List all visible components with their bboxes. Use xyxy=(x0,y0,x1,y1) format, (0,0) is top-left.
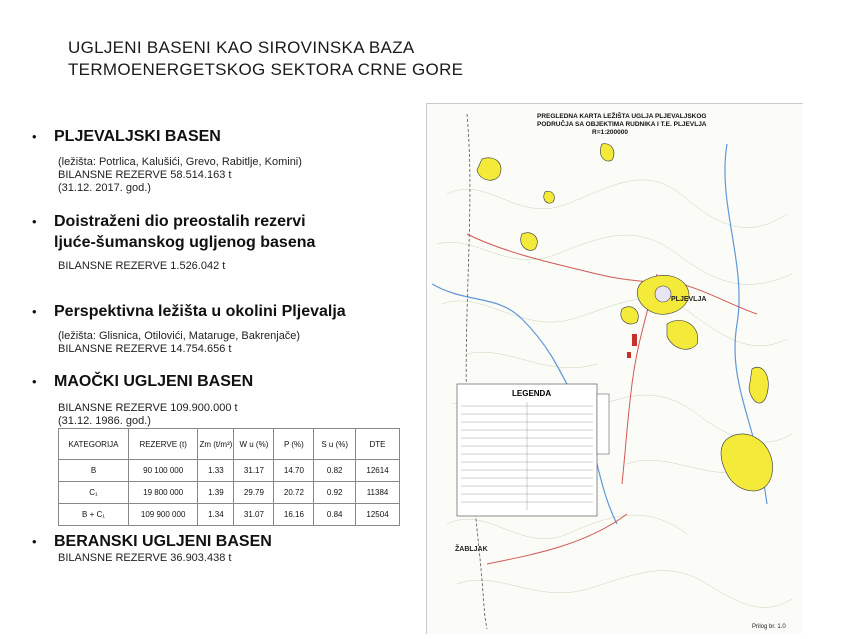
section-heading: Perspektivna ležišta u okolini Pljevalja xyxy=(54,303,346,320)
detail-line: (ležišta: Glisnica, Otilovići, Mataruge, Bakrenjače) xyxy=(58,330,301,342)
table-cell: B xyxy=(59,460,129,482)
legend-title: LEGENDA xyxy=(512,389,552,398)
table-cell: 16.16 xyxy=(274,504,314,526)
map-title-line: PODRUČJA SA OBJEKTIMA RUDNIKA I T.E. PLJEVLJA xyxy=(537,121,707,128)
town-label: ŽABLJAK xyxy=(455,546,488,553)
detail-line: BILANSNE REZERVE 14.754.656 t xyxy=(58,343,232,355)
section-ljuce-sumanski-details xyxy=(58,260,225,273)
section-beranski-details xyxy=(58,552,231,565)
detail-line: BILANSNE REZERVE 109.900.000 t xyxy=(58,402,238,414)
table-header-row xyxy=(59,429,400,460)
map-title-line: PREGLEDNA KARTA LEŽIŠTA UGLJA PLJEVALJSKOG xyxy=(537,113,707,120)
table-cell: 20.72 xyxy=(274,482,314,504)
section-ljuce-sumanski xyxy=(32,211,315,253)
table-row xyxy=(59,504,400,526)
table-cell: 12504 xyxy=(356,504,400,526)
table-header-cell: Zm (t/m³) xyxy=(198,429,234,460)
table-header-cell: S u (%) xyxy=(314,429,356,460)
section-maocki-details xyxy=(58,402,238,428)
bullet-icon: • xyxy=(32,374,37,389)
table-cell: 109 900 000 xyxy=(128,504,197,526)
table-cell: 14.70 xyxy=(274,460,314,482)
detail-line: (31.12. 1986. god.) xyxy=(58,415,151,427)
detail-line: (ležišta: Potrlica, Kalušići, Grevo, Rabitlje, Komini) xyxy=(58,156,302,168)
title-line-2: TERMOENERGETSKOG SEKTORA CRNE GORE xyxy=(68,60,464,79)
table-row xyxy=(59,482,400,504)
bullet-icon: • xyxy=(32,304,37,319)
detail-line: BILANSNE REZERVE 58.514.163 t xyxy=(58,169,232,181)
section-maocki xyxy=(32,373,253,391)
table-row xyxy=(59,460,400,482)
city-marker xyxy=(655,286,671,302)
table-header-cell: REZERVE (t) xyxy=(128,429,197,460)
maocki-reserves-table xyxy=(58,428,400,526)
section-heading: Doistraženi dio preostalih rezervi xyxy=(54,213,306,230)
sheet-label: Prilog br. 1.0 xyxy=(752,624,786,630)
table-cell: 1.33 xyxy=(198,460,234,482)
table-header-cell: DTE xyxy=(356,429,400,460)
section-pljevaljski xyxy=(32,128,221,146)
table-cell: 19 800 000 xyxy=(128,482,197,504)
table-cell: 31.07 xyxy=(234,504,274,526)
bullet-icon: • xyxy=(32,214,37,229)
detail-line: BILANSNE REZERVE 1.526.042 t xyxy=(58,260,226,272)
table-header-cell: KATEGORIJA xyxy=(59,429,129,460)
map-legend xyxy=(457,384,609,516)
table-cell: 29.79 xyxy=(234,482,274,504)
section-heading: BERANSKI UGLJENI BASEN xyxy=(54,533,272,550)
section-perspektivna xyxy=(32,303,346,321)
table-cell: 0.82 xyxy=(314,460,356,482)
table-header-cell: P (%) xyxy=(274,429,314,460)
detail-line: BILANSNE REZERVE 36.903.438 t xyxy=(58,552,232,564)
title-line-1: UGLJENI BASENI KAO SIROVINSKA BAZA xyxy=(68,38,415,57)
table-header-cell: W u (%) xyxy=(234,429,274,460)
deposit-map xyxy=(426,103,803,634)
section-heading-cont: ljuće-šumanskog ugljenog basena xyxy=(54,234,316,251)
section-heading: MAOČKI UGLJENI BASEN xyxy=(54,373,254,390)
table-cell: 1.34 xyxy=(198,504,234,526)
table-cell: 11384 xyxy=(356,482,400,504)
map-title-line: R=1:200000 xyxy=(592,129,628,136)
table-cell: 90 100 000 xyxy=(128,460,197,482)
table-cell: 12614 xyxy=(356,460,400,482)
map-graphic xyxy=(427,104,803,634)
city-label: PLJEVLJA xyxy=(671,296,707,303)
table-cell: 1.39 xyxy=(198,482,234,504)
bullet-icon: • xyxy=(32,129,37,144)
detail-line: (31.12. 2017. god.) xyxy=(58,182,151,194)
section-perspektivna-details xyxy=(58,330,300,356)
table-cell: 0.84 xyxy=(314,504,356,526)
table-cell: 0.92 xyxy=(314,482,356,504)
table-cell: C₁ xyxy=(59,482,129,504)
table-cell: B + C₁ xyxy=(59,504,129,526)
section-pljevaljski-details xyxy=(58,156,302,195)
table-cell: 31.17 xyxy=(234,460,274,482)
bullet-icon: • xyxy=(32,534,37,549)
section-heading: PLJEVALJSKI BASEN xyxy=(54,128,221,145)
section-beranski xyxy=(32,533,272,551)
